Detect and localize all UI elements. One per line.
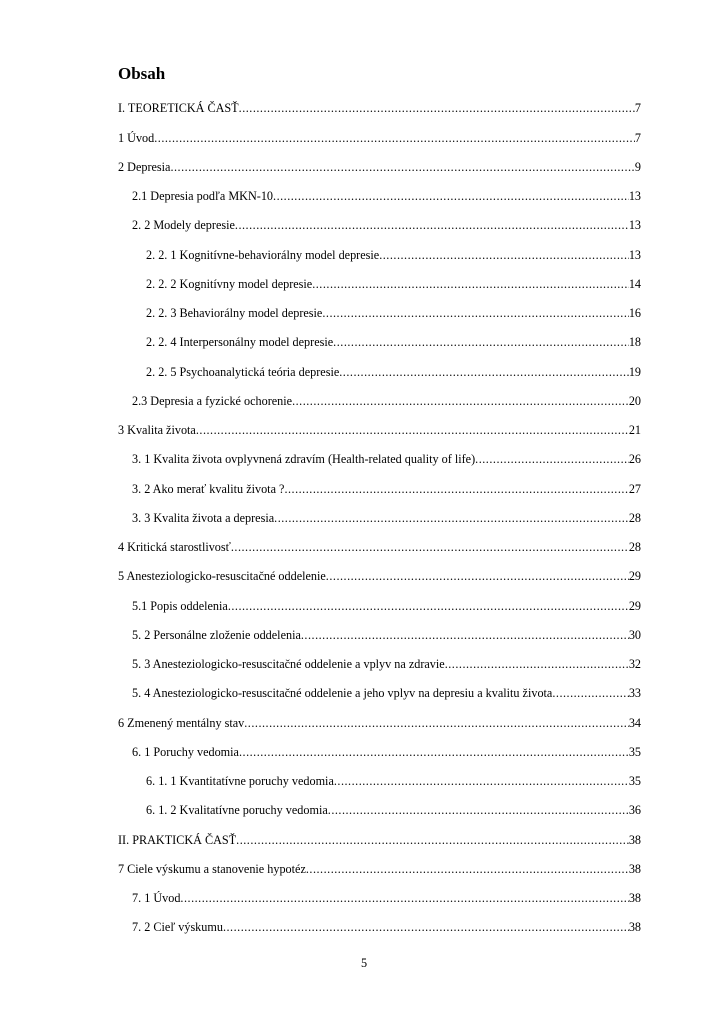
toc-page-number: 27: [628, 482, 641, 496]
toc-dot-leader: [228, 598, 629, 614]
toc-dot-leader: [239, 744, 629, 760]
toc-entry-title: 5. 3 Anesteziologicko-resuscitačné oddelenie a vplyv na zdravie: [132, 657, 445, 671]
toc-entry[interactable]: [118, 159, 641, 175]
page-number: 5: [360, 956, 368, 970]
toc-page-number: 29: [628, 599, 641, 613]
toc-dot-leader: [236, 832, 629, 848]
toc-page-number: 38: [628, 920, 641, 934]
toc-entry[interactable]: [118, 715, 641, 731]
toc-page-number: 9: [634, 160, 641, 174]
toc-dot-leader: [445, 656, 629, 672]
toc-page-number: 13: [628, 218, 641, 232]
toc-page-number: 38: [628, 891, 641, 905]
toc-dot-leader: [312, 276, 629, 292]
toc-page-number: 30: [628, 628, 641, 642]
toc-dot-leader: [292, 393, 629, 409]
toc-entry[interactable]: [132, 217, 641, 233]
toc-dot-leader: [239, 100, 635, 116]
toc-dot-leader: [328, 802, 629, 818]
toc-entry-title: 3. 3 Kvalita života a depresia: [132, 511, 275, 525]
toc-entry-title: 6. 1 Poruchy vedomia: [132, 745, 239, 759]
toc-entry[interactable]: [146, 305, 641, 321]
toc-entry[interactable]: [132, 451, 641, 467]
toc-dot-leader: [552, 685, 628, 701]
toc-page-number: 38: [628, 862, 641, 876]
toc-page-number: 18: [628, 335, 641, 349]
toc-page-number: 35: [628, 745, 641, 759]
toc-entry-title: 6. 1. 2 Kvalitatívne poruchy vedomia: [146, 803, 328, 817]
toc-entry[interactable]: [146, 364, 641, 380]
toc-entry-title: 5 Anesteziologicko-resuscitačné oddelenie: [118, 569, 326, 583]
toc-entry-title: 4 Kritická starostlivosť: [118, 540, 231, 554]
toc-entry-title: 2. 2. 4 Interpersonálny model depresie: [146, 335, 334, 349]
toc-entry-title: I. TEORETICKÁ ČASŤ: [118, 101, 239, 115]
toc-entry[interactable]: [132, 919, 641, 935]
toc-entry-title: 5. 2 Personálne zloženie oddelenia: [132, 628, 301, 642]
toc-entry[interactable]: [118, 422, 641, 438]
toc-dot-leader: [301, 627, 629, 643]
toc-entry-title: 7. 2 Cieľ výskumu: [132, 920, 223, 934]
toc-entry[interactable]: [118, 861, 641, 877]
toc-dot-leader: [235, 217, 629, 233]
toc-entry-title: 3. 1 Kvalita života ovplyvnená zdravím (Health-related quality of life): [132, 452, 476, 466]
toc-page-number: 34: [628, 716, 641, 730]
toc-entry[interactable]: [132, 656, 641, 672]
toc-dot-leader: [322, 305, 628, 321]
toc-page-number: 33: [628, 686, 641, 700]
toc-entry[interactable]: [118, 130, 641, 146]
page-title: Obsah: [118, 64, 166, 83]
toc-page-number: 20: [628, 394, 641, 408]
toc-entry-title: 5.1 Popis oddelenia: [132, 599, 228, 613]
toc-page-number: 26: [628, 452, 641, 466]
toc-page-number: 28: [628, 540, 641, 554]
toc-entry[interactable]: [132, 481, 641, 497]
toc-entry-title: 6. 1. 1 Kvantitatívne poruchy vedomia: [146, 774, 334, 788]
toc-page-number: 19: [628, 365, 641, 379]
toc-dot-leader: [154, 130, 635, 146]
toc-entry-title: 3 Kvalita života: [118, 423, 196, 437]
toc-entry[interactable]: [146, 276, 641, 292]
toc-page-number: 7: [634, 101, 641, 115]
toc-dot-leader: [379, 247, 629, 263]
toc-dot-leader: [339, 364, 629, 380]
toc-dot-leader: [333, 334, 629, 350]
toc-page-number: 38: [628, 833, 641, 847]
toc-dot-leader: [223, 919, 629, 935]
toc-page-number: 13: [628, 189, 641, 203]
toc-entry[interactable]: [132, 510, 641, 526]
toc-dot-leader: [273, 188, 629, 204]
toc-dot-leader: [334, 773, 629, 789]
toc-entry[interactable]: [132, 890, 641, 906]
toc-page-number: 7: [634, 131, 641, 145]
toc-entry-title: 2.3 Depresia a fyzické ochorenie: [132, 394, 293, 408]
toc-dot-leader: [244, 715, 629, 731]
toc-entry-title: 2 Depresia: [118, 160, 171, 174]
toc-dot-leader: [326, 568, 629, 584]
toc-entry[interactable]: [132, 744, 641, 760]
toc-page-number: 35: [628, 774, 641, 788]
toc-entry[interactable]: [118, 832, 641, 848]
toc-entry-title: 1 Úvod: [118, 131, 155, 145]
toc-entry-title: 2. 2. 5 Psychoanalytická teória depresie: [146, 365, 340, 379]
toc-entry-title: 2. 2 Modely depresie: [132, 218, 235, 232]
toc-page-number: 29: [628, 569, 641, 583]
toc-entry-title: 3. 2 Ako merať kvalitu života ?: [132, 482, 285, 496]
toc-entry[interactable]: [146, 334, 641, 350]
toc-entry[interactable]: [132, 598, 641, 614]
toc-entry[interactable]: [132, 627, 641, 643]
toc-entry-title: 6 Zmenený mentálny stav: [118, 716, 245, 730]
toc-page-number: 32: [628, 657, 641, 671]
toc-entry-title: II. PRAKTICKÁ ČASŤ: [118, 833, 237, 847]
toc-entry[interactable]: [146, 247, 641, 263]
toc-dot-leader: [170, 159, 634, 175]
toc-dot-leader: [475, 451, 629, 467]
toc-dot-leader: [306, 861, 629, 877]
toc-dot-leader: [284, 481, 628, 497]
toc-entry[interactable]: [118, 100, 641, 116]
toc-page-number: 28: [628, 511, 641, 525]
toc-dot-leader: [180, 890, 628, 906]
toc-entry[interactable]: [132, 685, 641, 701]
toc-entry[interactable]: [118, 539, 641, 555]
toc-entry-title: 2. 2. 1 Kognitívne-behaviorálny model depresie: [146, 248, 380, 262]
toc-entry[interactable]: [146, 802, 641, 818]
toc-entry[interactable]: [146, 773, 641, 789]
toc-dot-leader: [274, 510, 629, 526]
toc-page-number: 21: [628, 423, 641, 437]
toc-page-number: 16: [628, 306, 641, 320]
toc-page-number: 36: [628, 803, 641, 817]
toc-entry[interactable]: [132, 393, 641, 409]
toc-entry-title: 5. 4 Anesteziologicko-resuscitačné oddelenie a jeho vplyv na depresiu a kvalitu života: [132, 686, 553, 700]
toc-page-number: 14: [628, 277, 641, 291]
toc-dot-leader: [196, 422, 629, 438]
toc-entry-title: 7. 1 Úvod: [132, 891, 181, 905]
toc-entry-title: 2. 2. 2 Kognitívny model depresie: [146, 277, 313, 291]
toc-entry-title: 7 Ciele výskumu a stanovenie hypotéz: [118, 862, 306, 876]
toc-entry-title: 2.1 Depresia podľa MKN-10: [132, 189, 274, 203]
toc-entry[interactable]: [132, 188, 641, 204]
toc-page-number: 13: [628, 248, 641, 262]
toc-entry-title: 2. 2. 3 Behaviorálny model depresie: [146, 306, 323, 320]
toc-dot-leader: [231, 539, 629, 555]
toc-entry[interactable]: [118, 568, 641, 584]
